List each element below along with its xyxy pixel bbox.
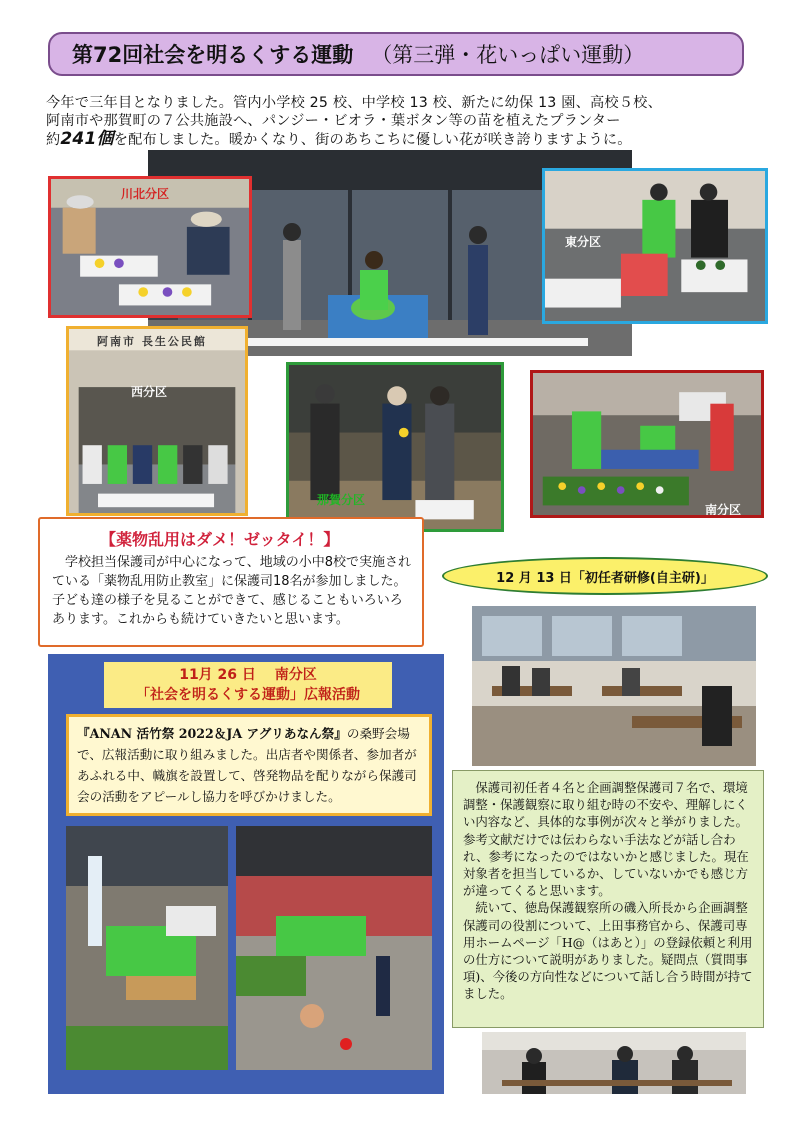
photo-pr-right [236,826,432,1070]
photo-pr-left [66,826,228,1070]
photo-training-lecture [482,1032,746,1094]
label-nishi: 西分区 [131,385,168,399]
photo-training [472,606,756,766]
photo-minami [530,370,764,518]
label-naka: 那賀分区 [317,493,366,507]
drug-prevention-box [38,517,424,647]
photo-nishi [66,326,248,516]
planter-count: 241個 [60,129,114,149]
pr-date: 11月 26 日 南分区 [179,667,317,683]
pr-body [66,714,432,816]
intro-line-1: 今年で三年目となりました。管内小学校 25 校、中学校 13 校、新たに幼保 13 園、高校５校、 [46,95,662,111]
photo-kawakita [48,176,252,318]
pr-body-text: の桑野会場で、広報活動に取り組みました。出店者や関係者、参加者があふれる中、幟旗を設置して、啓発物品を配りながら保護司会の活動をアピールし協力を呼びかけました。 [77,726,417,804]
training-heading-text: 12 月 13 日「初任者研修(自主研)」 [496,570,714,586]
drug-body: 学校担当保護司が中心になって、地域の小中8校で実施されている「薬物乱用防止教室」に保護司18名が参加しました。子ども達の様子を見ることができて、感じることもいろいろあります。これからも続けていきたいと思います。 [52,555,412,627]
intro-text [46,94,752,149]
label-higashi: 東分区 [565,235,602,249]
photo-naka [286,362,504,532]
training-para-2: 続いて、徳島保護観察所の磯入所長から企画調整保護司の役割について、上田事務官から、保護司専用ホームページ「H@（はあと）」の登録依頼と利用の仕方について説明がありました。疑問点（質問事項)、今後の方向性などについて話し合う時間が持てました。 [463,900,753,1002]
intro-suffix: を配布しました。暖かくなり、街のあちこちに優しい花が咲き誇りますように。 [113,132,632,148]
pr-event-name: 『ANAN 活竹祭 2022＆JA アグリあなん祭』 [77,726,347,741]
title-banner [48,32,744,76]
label-minami: 南分区 [705,503,742,517]
pr-heading [104,662,392,708]
intro-line-3 [46,130,752,149]
intro-prefix: 約 [46,132,61,148]
drug-heading: 【薬物乱用はダメ！ゼッタイ！】 [100,530,340,549]
page-subtitle: （第三弾・花いっぱい運動） [371,43,645,67]
pr-title: 「社会を明るくする運動」広報活動 [136,687,360,703]
page-title: 第72回社会を明るくする運動 [72,43,354,67]
hall-sign: 阿南市 長生公民館 [97,335,207,348]
training-text-box [452,770,764,1028]
photo-higashi [542,168,768,324]
label-kawakita: 川北分区 [121,187,170,201]
training-para-1: 保護司初任者４名と企画調整保護司７名で、環境調整・保護観察に取り組む時の不安や、理解しにくい内容など、具体的な事例が次々と挙がりました。参考文献だけでは伝わらない手法などが話し合われ、参考になったのではないかと感じました。現在対象者を担当しているか、していないかでも感じ方が違ってくると思います。 [463,780,749,899]
training-heading [442,557,768,595]
intro-line-2: 阿南市や那賀町の７公共施設へ、パンジー・ビオラ・葉ボタン等の苗を植えたプランター [46,113,621,129]
